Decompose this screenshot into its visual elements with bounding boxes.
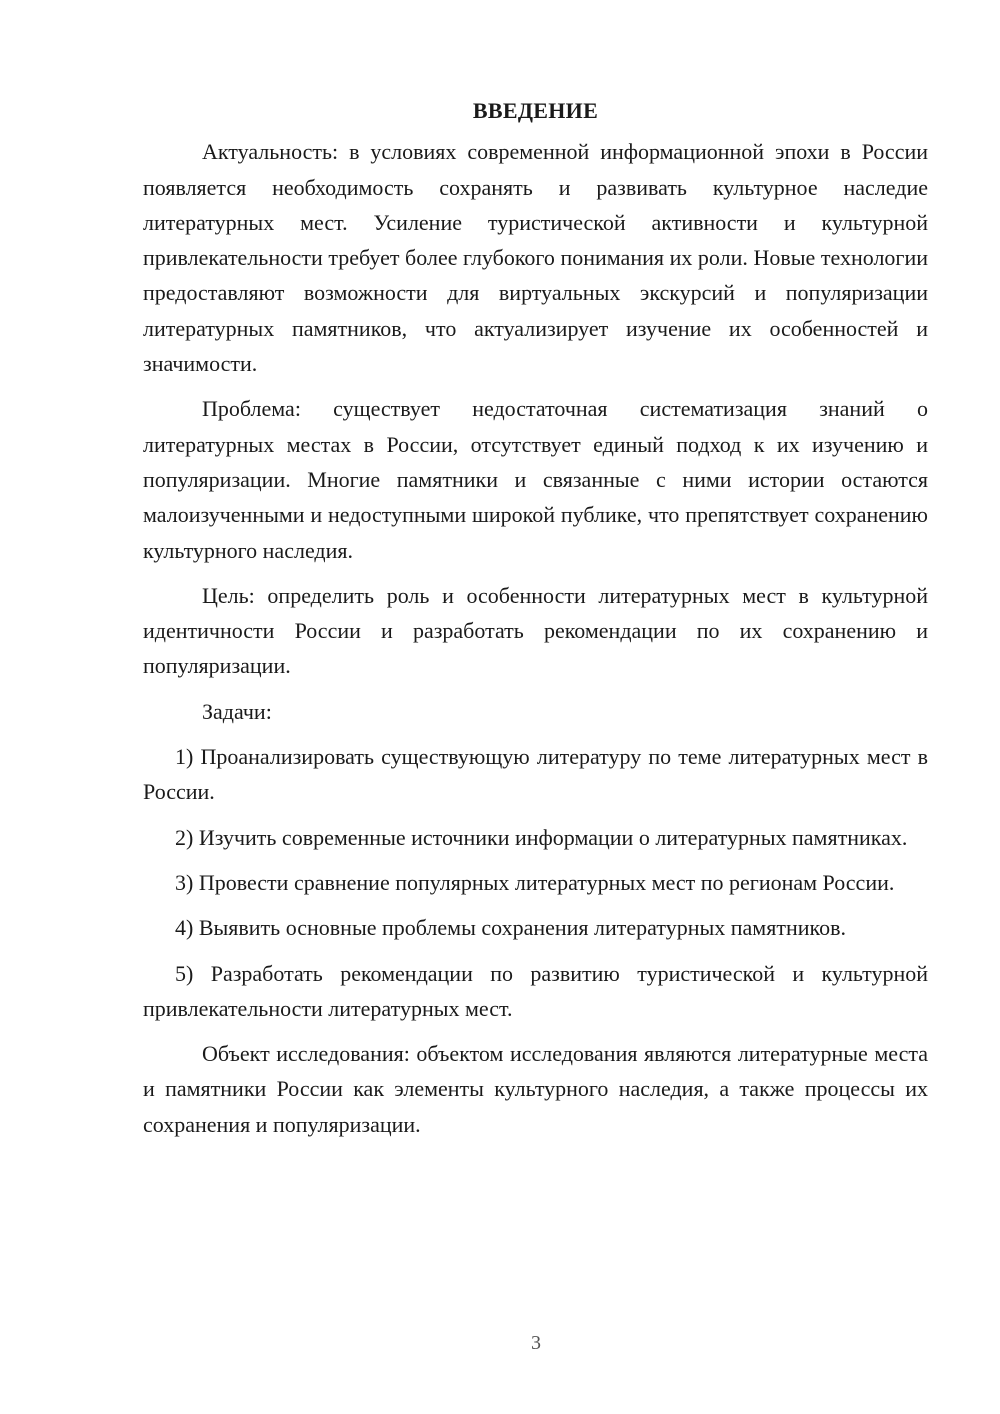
task-item-4: 4) Выявить основные проблемы сохранения литературных памятников. — [175, 915, 846, 941]
task-item-1: 1) Проанализировать существующую литературу по теме литературных мест в России. — [143, 744, 928, 805]
paragraph-object: Объект исследования: объектом исследования являются литературные места и памятники России как элементы культурного наследия, а также процессы их сохранения и популяризации. — [143, 1041, 928, 1137]
page-number: 3 — [531, 1332, 541, 1354]
page-content — [143, 93, 928, 1152]
paragraph-relevance: Актуальность: в условиях современной информационной эпохи в России появляется необходимость сохранять и развивать культурное наследие литературных мест. Усиление туристической активности и культурной привлекательности требует более глубокого понимания их роли. Новые технологии предоставляют возможности для виртуальных экскурсий и популяризации литературных памятников, что актуализирует изучение их особенностей и значимости. — [143, 139, 928, 377]
task-item-5: 5) Разработать рекомендации по развитию туристической и культурной привлекательности литературных мест. — [143, 960, 928, 1021]
task-item-2: 2) Изучить современные источники информации о литературных памятниках. — [175, 824, 908, 850]
task-item-3: 3) Провести сравнение популярных литературных мест по регионам России. — [175, 869, 895, 895]
paragraph-goal: Цель: определить роль и особенности литературных мест в культурной идентичности России и разработать рекомендации по их сохранению и популяризации. — [143, 582, 928, 679]
page-title: ВВЕДЕНИЕ — [472, 98, 599, 123]
paragraph-problem: Проблема: существует недостаточная систематизация знаний о литературных местах в России, отсутствует единый подход к их изучению и популяризации. Многие памятники и связанные с ними истории остаются малоизученными и недоступными широкой публике, что препятствует сохранению культурного наследия. — [143, 396, 928, 563]
tasks-heading: Задачи: — [202, 698, 272, 724]
